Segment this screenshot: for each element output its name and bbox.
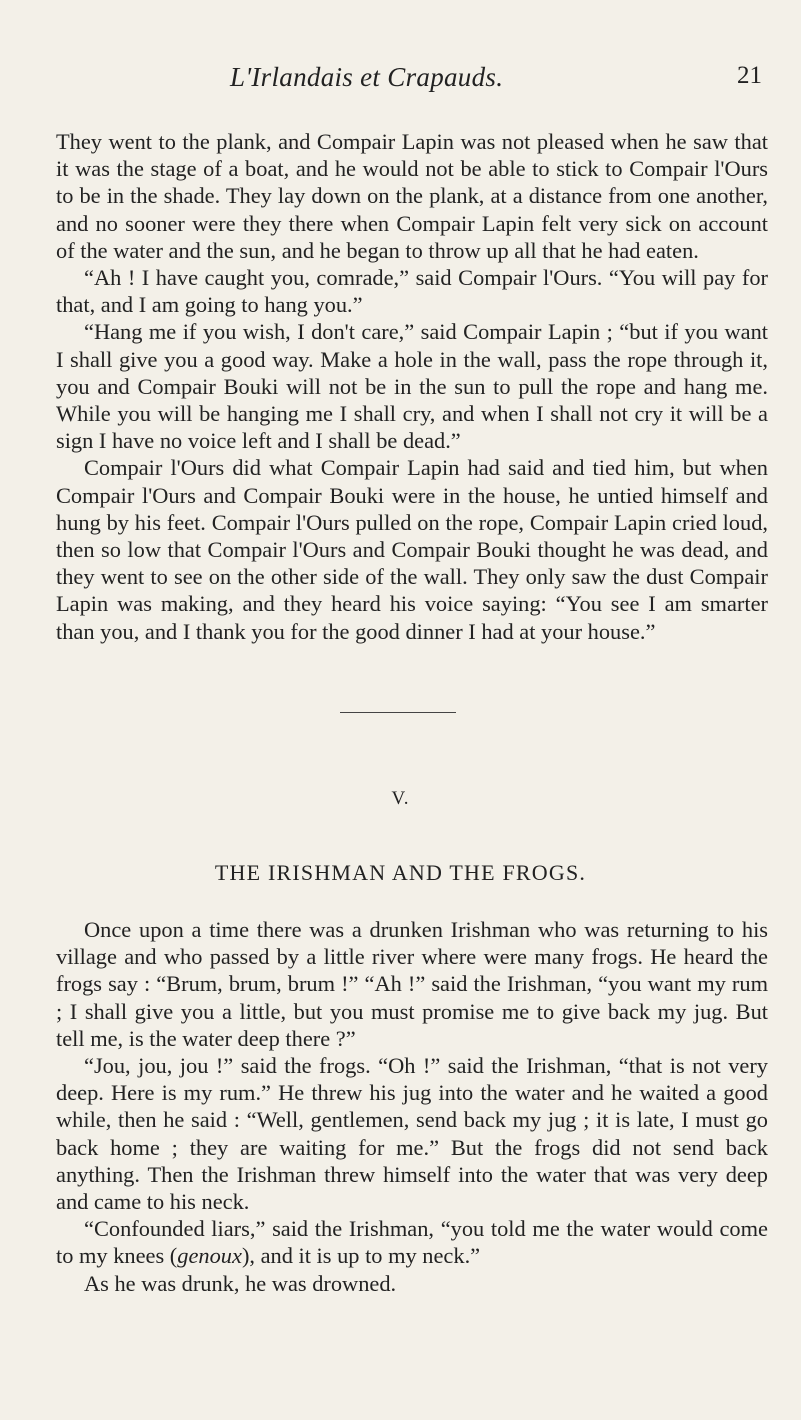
- paragraph: They went to the plank, and Compair Lapin was not pleased when he saw that it was the stage of a boat, and he would not be able to stick to Compair l'Ours to be in the shade. They lay down on the plank, at a distance from one another, and no sooner were they there when Compair Lapin felt very sick on account of the water and the sun, and he began to throw up all that he had eaten.: [56, 129, 768, 263]
- text-run: “Confounded liars,” said the Irishman, “you told me the water would come to my knees (: [56, 1216, 768, 1269]
- running-head: [0, 60, 801, 100]
- story-ending-text: [56, 128, 768, 645]
- italic-word: genoux: [177, 1243, 242, 1269]
- paragraph: Compair l'Ours did what Compair Lapin had said and tied him, but when Compair l'Ours and Compair Bouki were in the house, he untied himself and hung by his feet. Compair l'Ours pulled on the rope, Compair Lapin cried loud, then so low that Compair l'Ours and Compair Bouki thought he was dead, and they went to see on the other side of the wall. They only saw the dust Compair Lapin was making, and they heard his voice saying: “You see I am smarter than you, and I thank you for the good dinner I had at your house.”: [56, 455, 768, 644]
- section-title: THE IRISHMAN AND THE FROGS.: [214, 860, 587, 885]
- paragraph: Once upon a time there was a drunken Irishman who was returning to his village and who passed by a little river where were many frogs. He heard the frogs say : “Brum, brum, brum !” “Ah !” said the Irishman, “you want my rum ; I shall give you a little, but you must promise me to give back my jug. But tell me, is the water deep there ?”: [56, 917, 768, 1051]
- page-number: 21: [737, 62, 762, 89]
- paragraph: “Hang me if you wish, I don't care,” said Compair Lapin ; “but if you want I shall give you a good way. Make a hole in the wall, pass the rope through it, you and Compair Bouki will not be in the sun to pull the rope and hang me. While you will be hanging me I shall cry, and when I shall not cry it will be a sign I have no voice left and I shall be dead.”: [56, 319, 768, 454]
- section-divider: [340, 712, 456, 713]
- running-title: L'Irlandais et Crapauds.: [230, 62, 504, 92]
- paragraph: As he was drunk, he was drowned.: [84, 1270, 397, 1296]
- section-number: V.: [391, 788, 410, 809]
- story-text: [56, 916, 768, 1297]
- text-run: ), and it is up to my neck.”: [241, 1243, 481, 1269]
- paragraph: “Ah ! I have caught you, comrade,” said Compair l'Ours. “You will pay for that, and I am going to hang you.”: [56, 265, 768, 318]
- paragraph: [56, 1215, 768, 1269]
- paragraph: “Jou, jou, jou !” said the frogs. “Oh !” said the Irishman, “that is not very deep. Here is my rum.” He threw his jug into the water and he waited a good while, then he said : “Well, gentlemen, send back my jug ; it is late, I must go back home ; they are waiting for me.” But the frogs did not send back anything. Then the Irishman threw himself into the water that was very deep and came to his neck.: [56, 1053, 768, 1215]
